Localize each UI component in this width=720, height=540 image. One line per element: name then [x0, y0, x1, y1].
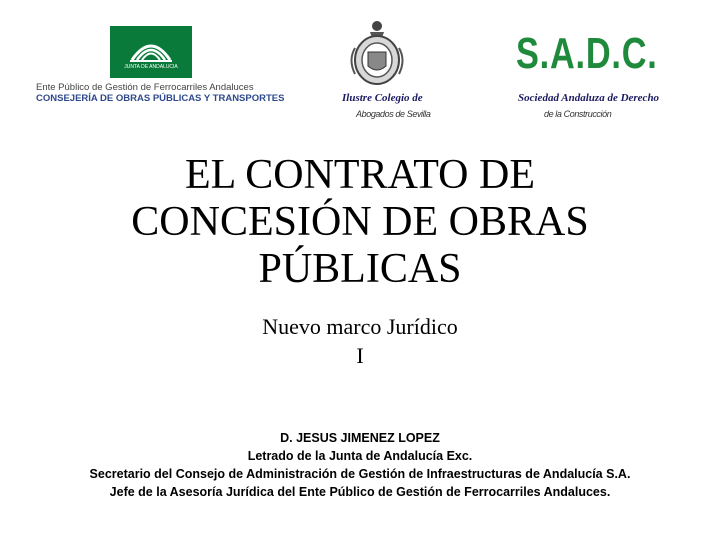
colegio-subname: Abogados de Sevilla	[356, 109, 431, 119]
author-role-1: Letrado de la Junta de Andalucía Exc.	[247, 449, 473, 463]
sadc-subname: de la Construcción	[544, 109, 612, 119]
author-role-3: Jefe de la Asesoría Jurídica del Ente Público de Gestión de Ferrocarriles Andaluces.	[109, 485, 611, 499]
sadc-wordmark: S.A.D.C.	[516, 29, 658, 78]
junta-logo	[30, 26, 285, 108]
subtitle-line-2: I	[356, 343, 364, 368]
title-line-1: EL CONTRATO DE	[185, 152, 535, 198]
sadc-name: Sociedad Andaluza de Derecho	[518, 92, 660, 104]
arch-icon	[110, 26, 192, 78]
author-block	[10, 429, 710, 501]
author-name: D. JESUS JIMENEZ LOPEZ	[280, 431, 440, 445]
colegio-logo	[330, 18, 440, 126]
sadc-logo	[512, 28, 692, 126]
coat-of-arms-icon	[346, 18, 408, 88]
colegio-name: Ilustre Colegio de	[342, 92, 423, 104]
author-role-2: Secretario del Consejo de Administración de Gestión de Infraestructuras de Andalucía S.A.	[89, 467, 631, 481]
junta-entity-name: Ente Público de Gestión de Ferrocarriles Andaluces	[36, 82, 254, 93]
subtitle	[160, 312, 560, 370]
junta-emblem	[110, 26, 192, 78]
page-title	[60, 152, 660, 293]
title-line-2: CONCESIÓN DE OBRAS	[131, 199, 589, 245]
junta-department-name: CONSEJERÍA DE OBRAS PÚBLICAS Y TRANSPORTES	[36, 93, 285, 104]
junta-caption: JUNTA DE ANDALUCIA	[124, 64, 178, 70]
title-line-3: PÚBLICAS	[258, 246, 462, 292]
subtitle-line-1: Nuevo marco Jurídico	[262, 314, 458, 339]
